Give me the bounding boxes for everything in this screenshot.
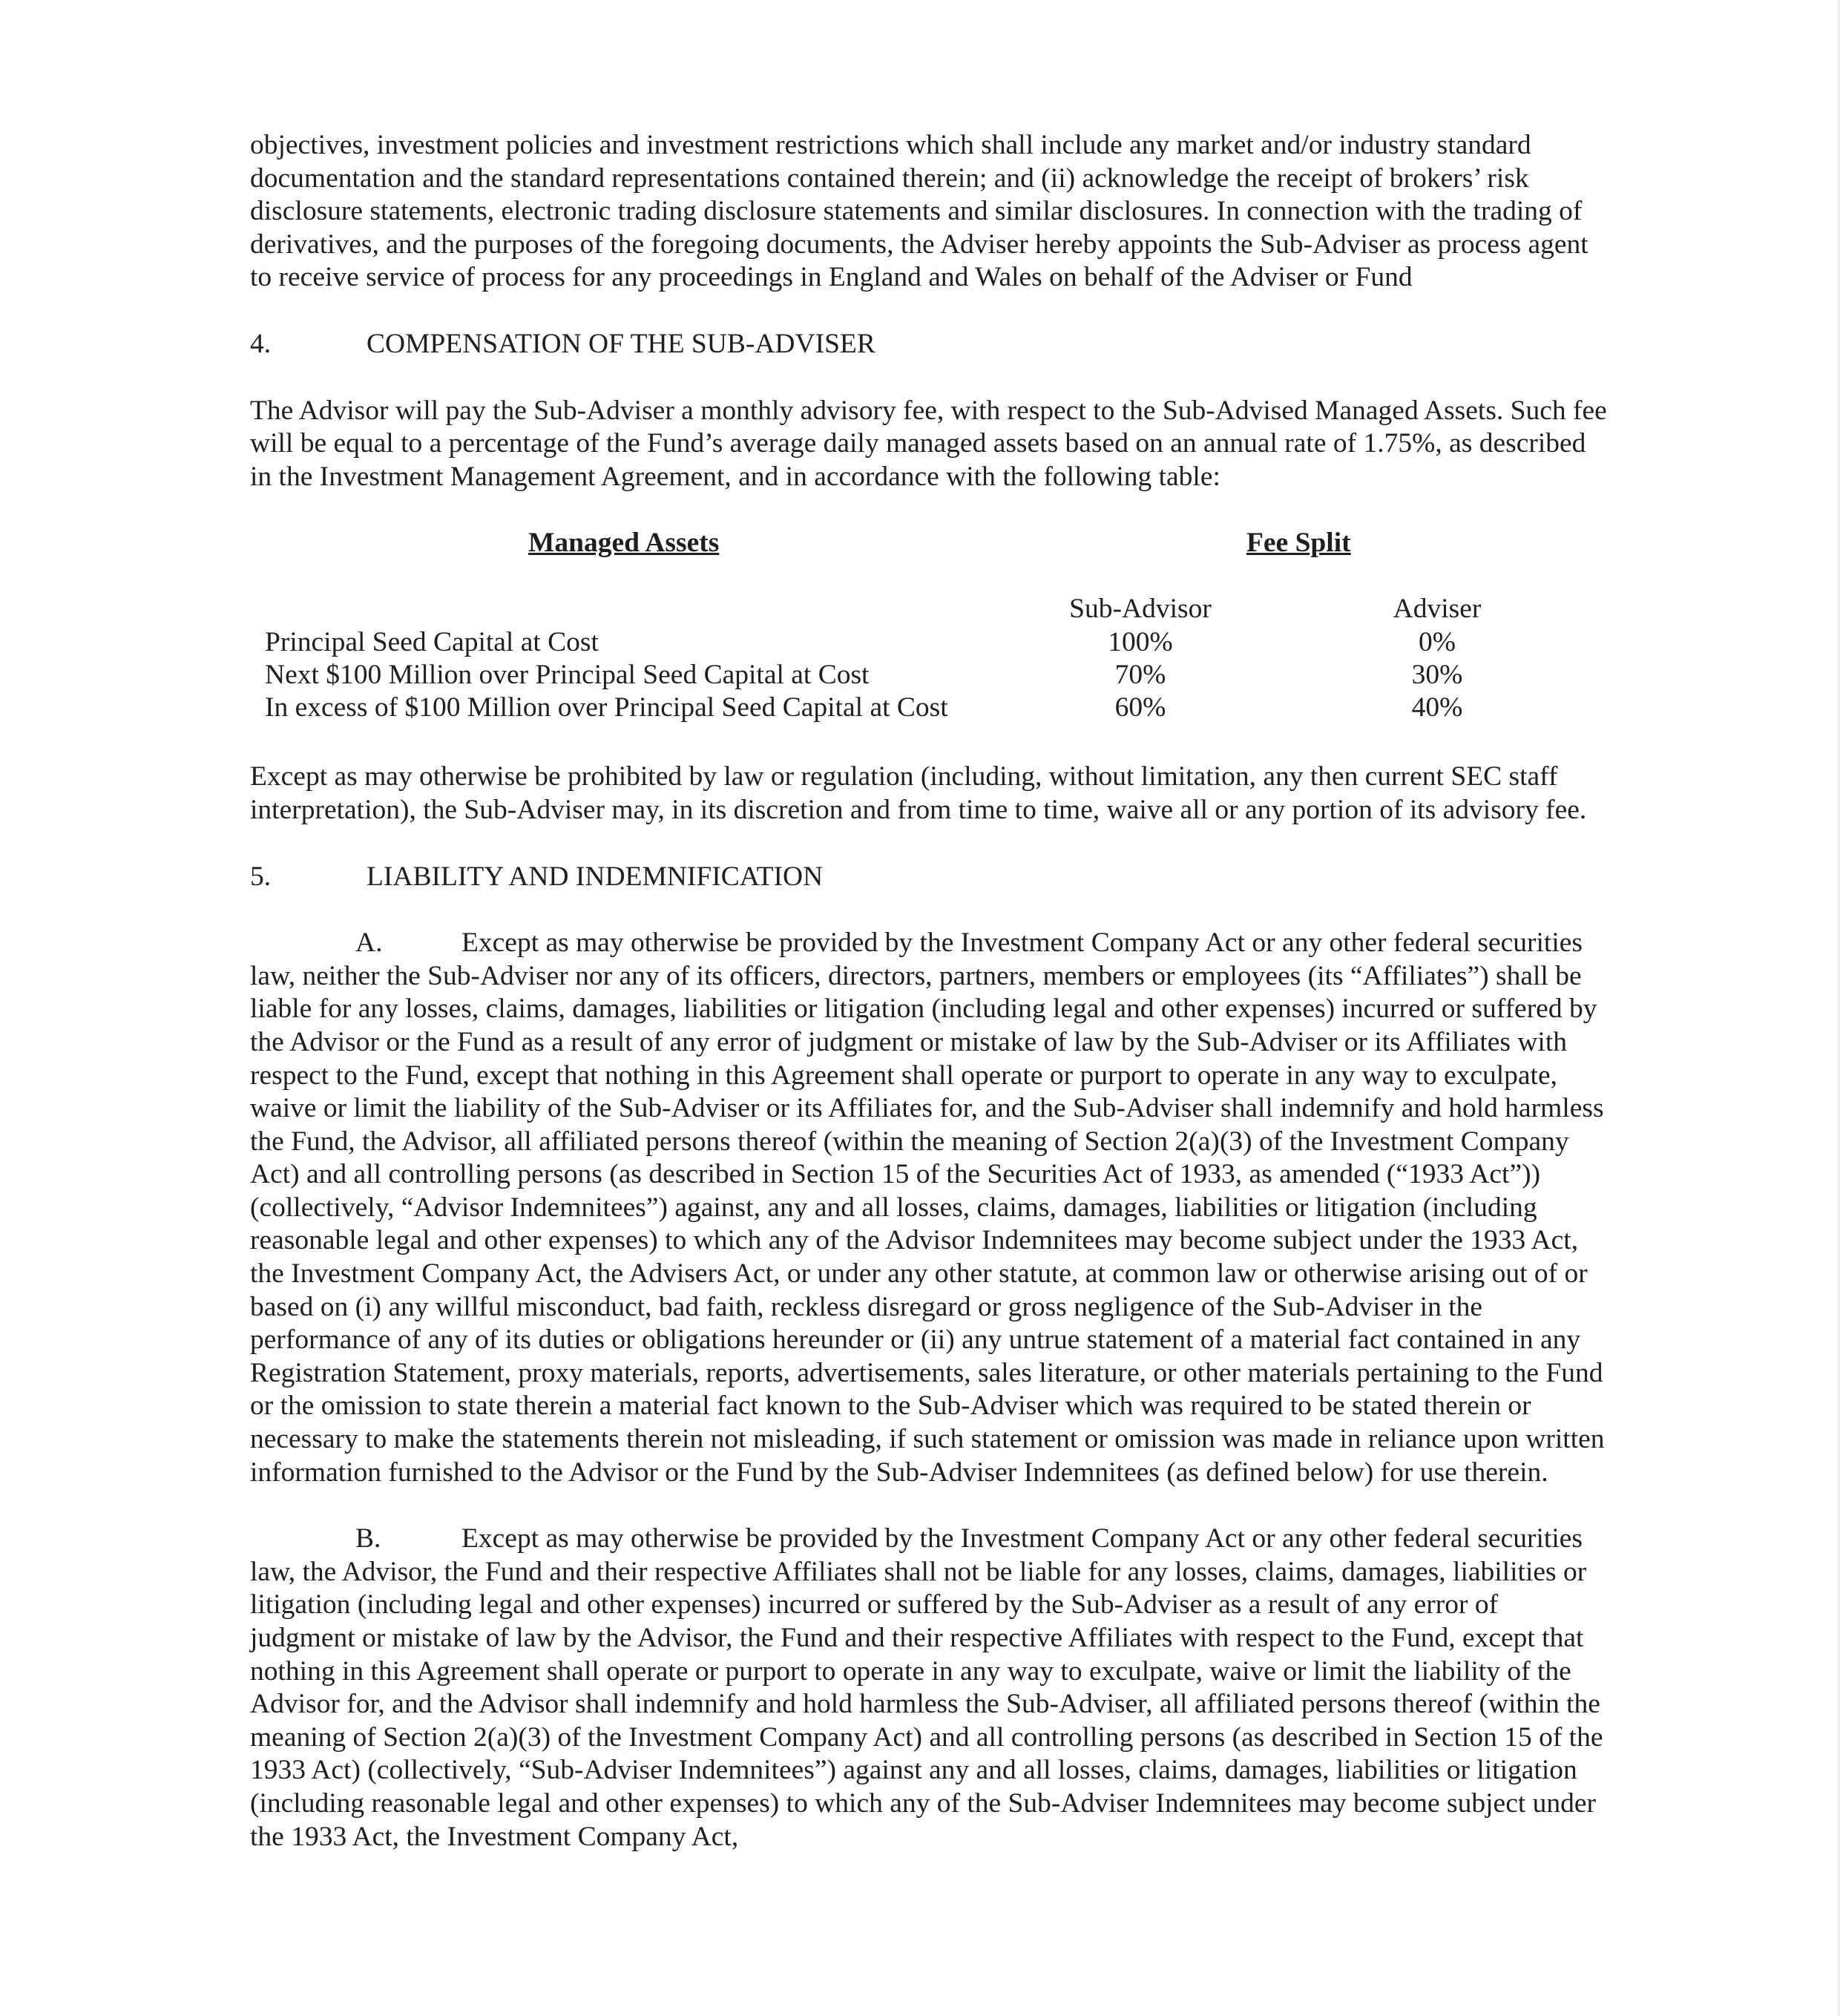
intro-paragraph: objectives, investment policies and investment restrictions which shall include any market and/or industry standard documentation and the standard representations contained therein; and (ii) acknowledge the receipt of brokers’ risk disclosure statements, electronic trading disclosure statements and similar disclosures. In connection with the trading of derivatives, and the purposes of the foregoing documents, the Adviser hereby appoints the Sub-Adviser as process agent to receive service of process for any proceedings in England and Wales on behalf of the Adviser or Fund [250,130,1588,293]
compensation-paragraph: The Advisor will pay the Sub-Adviser a monthly advisory fee, with respect to the Sub-Advised Managed Assets. Such fee will be equal to a percentage of the Fund’s average daily managed assets based on an annual rate of 1.75%, as described in the Investment Management Agreement, and in accordance with the following table: [250,395,1607,492]
paragraph-a-label: A. [355,927,383,959]
paragraph-b-label: B. [355,1523,381,1554]
section-5-number: 5. [250,861,272,892]
adviser-value: 40% [1411,692,1463,723]
liability-paragraph-b [250,1523,1608,1854]
table-row [265,692,1608,725]
document-body [250,129,1608,1854]
table-row [265,659,1608,692]
section-4-heading [250,328,1608,361]
section-4-title: COMPENSATION OF THE SUB-ADVISER [367,328,875,359]
section-5-title: LIABILITY AND INDEMNIFICATION [367,861,824,892]
managed-assets-header: Managed Assets [528,528,720,559]
sub-advisor-value: 60% [1114,692,1166,723]
paragraph-b-text: Except as may otherwise be provided by the Investment Company Act or any other federal securities law, the Advisor, the Fund and their respective Affiliates shall not be liable for any losses, claims, damages, liabilities or litigation (including legal and other expenses) incurred or suffered by the Sub-Adviser as a result of any error of judgment or mistake of law by the Advisor, the Fund and their respective Affiliates with respect to the Fund, except that nothing in this Agreement shall operate or purport to operate in any way to exculpate, waive or limit the liability of the Advisor for, and the Advisor shall indemnify and hold harmless the Sub-Adviser, all affiliated persons thereof (within the meaning of Section 2(a)(3) of the Investment Company Act) and all controlling persons (as described in Section 15 of the 1933 Act) (collectively, “Sub-Adviser Indemnitees”) against any and all losses, claims, damages, liabilities or litigation (including reasonable legal and other expenses) to which any of the Sub-Adviser Indemnitees may become subject under the 1933 Act, the Investment Company Act, [250,1523,1603,1852]
adviser-column-header: Adviser [1393,594,1482,625]
scan-edge-shadow [1836,0,1840,2016]
section-4-number: 4. [250,328,272,359]
row-label: Next $100 Million over Principal Seed Capital at Cost [265,660,870,691]
fee-split-table [250,527,1608,727]
liability-paragraph-a [250,927,1608,1489]
sub-advisor-value: 70% [1114,660,1166,691]
sub-advisor-column-header: Sub-Advisor [1069,594,1212,625]
fee-waiver-paragraph: Except as may otherwise be prohibited by law or regulation (including, without limitation, any then current SEC staff interpretation), the Sub-Adviser may, in its discretion and from time to time, waive all or any portion of its advisory fee. [250,761,1587,825]
row-label: Principal Seed Capital at Cost [265,627,599,658]
adviser-value: 0% [1419,627,1456,658]
fee-split-header: Fee Split [1246,528,1351,559]
sub-advisor-value: 100% [1108,627,1173,658]
row-label: In excess of $100 Million over Principal Seed Capital at Cost [265,692,948,723]
adviser-value: 30% [1411,660,1463,691]
section-5-heading [250,861,1608,894]
table-row [265,626,1608,660]
paragraph-a-text: Except as may otherwise be provided by the Investment Company Act or any other federal securities law, neither the Sub-Adviser nor any of its officers, directors, partners, members or employees (its “Affiliates”) shall be liable for any losses, claims, damages, liabilities or litigation (including legal and other expenses) incurred or suffered by the Advisor or the Fund as a result of any error of judgment or mistake of law by the Sub-Adviser or its Affiliates with respect to the Fund, except that nothing in this Agreement shall operate or purport to operate in any way to exculpate, waive or limit the liability of the Sub-Adviser or its Affiliates for, and the Sub-Adviser shall indemnify and hold harmless the Fund, the Advisor, all affiliated persons thereof (within the meaning of Section 2(a)(3) of the Investment Company Act) and all controlling persons (as described in Section 15 of the Securities Act of 1933, as amended (“1933 Act”)) (collectively, “Advisor Indemnitees”) against, any and all losses, claims, damages, liabilities or litigation (including reasonable legal and other expenses) to which any of the Advisor Indemnitees may become subject under the 1933 Act, the Investment Company Act, the Advisers Act, or under any other statute, at common law or otherwise arising out of or based on (i) any willful misconduct, bad faith, reckless disregard or gross negligence of the Sub-Adviser in the performance of any of its duties or obligations hereunder or (ii) any untrue statement of a material fact contained in any Registration Statement, proxy materials, reports, advertisements, sales literature, or other materials pertaining to the Fund or the omission to state therein a material fact known to the Sub-Adviser which was required to be stated therein or necessary to make the statements therein not misleading, if such statement or omission was made in reliance upon written information furnished to the Advisor or the Fund by the Sub-Adviser Indemnitees (as defined below) for use therein. [250,927,1605,1488]
